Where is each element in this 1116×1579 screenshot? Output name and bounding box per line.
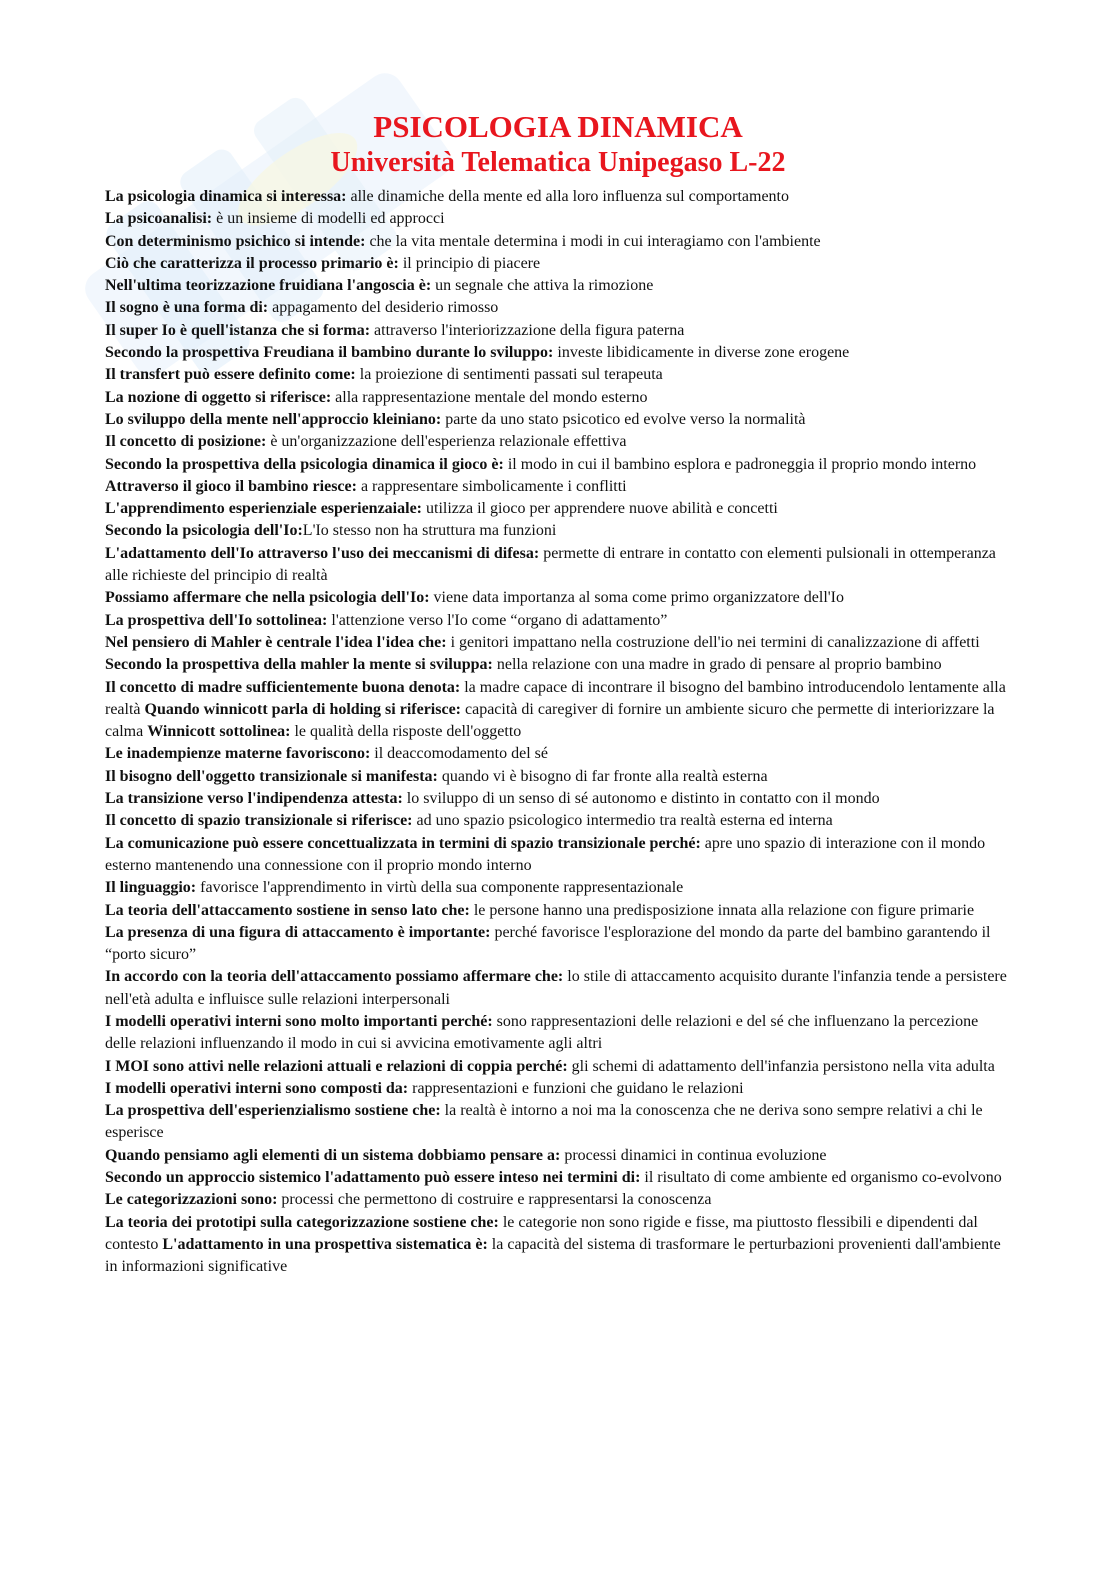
qa-entry (105, 922, 1010, 967)
question-text: Il bisogno dell'oggetto transizionale si manifesta: (105, 767, 438, 785)
question-text: L'adattamento dell'Io attraverso l'uso dei meccanismi di difesa: (105, 544, 540, 562)
question-text: Nell'ultima teorizzazione fruidiana l'angoscia è: (105, 277, 432, 295)
qa-entry (105, 1056, 1010, 1078)
qa-entry (105, 1212, 1010, 1279)
qa-entry (105, 364, 1010, 386)
answer-text: alla rappresentazione mentale del mondo esterno (331, 388, 648, 406)
answer-text: a rappresentare simbolicamente i conflitti (356, 477, 627, 495)
answer-text: è un insieme di modelli ed approcci (212, 210, 445, 228)
question-text: La prospettiva dell'esperienzialismo sostiene che: (105, 1102, 441, 1120)
answer-text: il modo in cui il bambino esplora e padroneggia il proprio mondo interno (503, 455, 977, 473)
question-text: La psicoanalisi: (105, 210, 213, 228)
question-text: I MOI sono attivi nelle relazioni attuali e relazioni di coppia perché: (105, 1057, 568, 1075)
answer-text: la realtà è intorno a noi ma la conoscenza che ne deriva sono sempre relativi a chi le esperisce (105, 1102, 983, 1142)
qa-entry (105, 1167, 1010, 1189)
qa-entry (105, 387, 1010, 409)
qa-entry (105, 1011, 1010, 1056)
question-text: Quando pensiamo agli elementi di un sistema dobbiamo pensare a: (105, 1146, 561, 1164)
answer-text: appagamento del desiderio rimosso (268, 299, 499, 317)
answer-text: processi che permettono di costruire e rappresentarsi la conoscenza (277, 1191, 712, 1209)
question-text: Secondo la prospettiva della mahler la mente si sviluppa: (105, 656, 493, 674)
answer-text: investe libidicamente in diverse zone erogene (553, 344, 850, 362)
question-text: Secondo un approccio sistemico l'adattamento può essere inteso nei termini di: (105, 1169, 641, 1187)
question-text: Lo sviluppo della mente nell'approccio kleiniano: (105, 410, 442, 428)
question-text: Quando winnicott parla di holding si riferisce: (144, 700, 461, 718)
answer-text: favorisce l'apprendimento in virtù della sua componente rappresentazionale (196, 879, 684, 897)
answer-text: un segnale che attiva la rimozione (431, 277, 654, 295)
qa-entry (105, 231, 1010, 253)
answer-text: apre uno spazio di interazione con il mondo esterno mantenendo una connessione con il proprio mondo interno (105, 834, 986, 874)
answer-text: processi dinamici in continua evoluzione (560, 1146, 827, 1164)
answer-text: utilizza il gioco per apprendere nuove abilità e concetti (422, 500, 778, 518)
question-text: La transizione verso l'indipendenza attesta: (105, 790, 403, 808)
qa-entry (105, 610, 1010, 632)
question-text: La nozione di oggetto si riferisce: (105, 388, 332, 406)
title-block (0, 108, 1116, 180)
answer-text: nella relazione con una madre in grado di pensare al proprio bambino (492, 656, 942, 674)
qa-entry (105, 966, 1010, 1011)
qa-entry (105, 743, 1010, 765)
answer-text: i genitori impattano nella costruzione dell'io nei termini di canalizzazione di affetti (446, 633, 980, 651)
qa-entry (105, 208, 1010, 230)
qa-entry (105, 877, 1010, 899)
answer-text: le persone hanno una predisposizione innata alla relazione con figure primarie (469, 901, 975, 919)
qa-entry (105, 253, 1010, 275)
answer-text: gli schemi di adattamento dell'infanzia persistono nella vita adulta (567, 1057, 995, 1075)
qa-entry (105, 498, 1010, 520)
question-text: In accordo con la teoria dell'attaccamento possiamo affermare che: (105, 968, 564, 986)
qa-entry (105, 788, 1010, 810)
question-text: Possiamo affermare che nella psicologia dell'Io: (105, 589, 430, 607)
answer-text: quando vi è bisogno di far fronte alla realtà esterna (437, 767, 768, 785)
qa-entry (105, 900, 1010, 922)
question-text: L'adattamento in una prospettiva sistematica è: (162, 1235, 488, 1253)
answer-text: permette di entrare in contatto con elementi pulsionali in ottemperanza alle richieste del principio di realtà (105, 544, 996, 585)
answer-text: ad uno spazio psicologico intermedio tra realtà esterna ed interna (412, 812, 833, 830)
question-text: Attraverso il gioco il bambino riesce: (105, 477, 357, 495)
question-text: Il concetto di spazio transizionale si riferisce: (105, 812, 413, 830)
qa-entry (105, 1145, 1010, 1167)
question-text: Il super Io è quell'istanza che si forma: (105, 321, 371, 339)
qa-entry (105, 833, 1010, 878)
question-text: Il concetto di posizione: (105, 433, 267, 451)
qa-entry (105, 520, 1010, 542)
question-text: Il transfert può essere definito come: (105, 366, 356, 384)
document-subtitle: Università Telematica Unipegaso L-22 (330, 147, 786, 178)
answer-text: sono rappresentazioni delle relazioni e del sé che influenzano la percezione delle relazioni influenzando il modo in cui si avvicina emotivamente agli altri (105, 1012, 979, 1053)
answer-text: parte da uno stato psicotico ed evolve verso la normalità (441, 410, 806, 428)
answer-text: lo sviluppo di un senso di sé autonomo e distinto in contatto con il mondo (402, 790, 880, 808)
answer-text: perché favorisce l'esplorazione del mondo da parte del bambino garantendo il “porto sicuro” (105, 923, 991, 964)
question-text: La prospettiva dell'Io sottolinea: (105, 611, 328, 629)
qa-entry (105, 810, 1010, 832)
question-text: La teoria dei prototipi sulla categorizzazione sostiene che: (105, 1213, 499, 1231)
answer-text: le categorie non sono rigide e fisse, ma piuttosto flessibili e dipendenti dal contesto (105, 1213, 978, 1253)
answer-text: L'Io stesso non ha struttura ma funzioni (302, 522, 557, 540)
question-text: Secondo la psicologia dell'Io: (105, 522, 303, 540)
answer-text: il principio di piacere (398, 254, 541, 272)
qa-entry (105, 1078, 1010, 1100)
qa-entry (105, 454, 1010, 476)
question-text: La comunicazione può essere concettualizzata in termini di spazio transizionale perché: (105, 834, 701, 852)
document-title: PSICOLOGIA DINAMICA (373, 109, 743, 144)
qa-entry (105, 409, 1010, 431)
question-text: I modelli operativi interni sono molto importanti perché: (105, 1012, 493, 1030)
answer-text: il deaccomodamento del sé (370, 745, 548, 763)
question-text: Il concetto di madre sufficientemente buona denota: (105, 678, 461, 696)
question-text: L'apprendimento esperienziale esperienzaiale: (105, 500, 422, 518)
answer-text: lo stile di attaccamento acquisito durante l'infanzia tende a persistere nell'età adulta e influisce sulle relazioni interpersonali (105, 968, 1007, 1008)
qa-list (105, 186, 1010, 1279)
answer-text: capacità di caregiver di fornire un ambiente sicuro che permette di interiorizzare la calma (105, 700, 995, 741)
question-text: Le inadempienze materne favoriscono: (105, 745, 371, 763)
question-text: La teoria dell'attaccamento sostiene in senso lato che: (105, 901, 470, 919)
question-text: Il linguaggio: (105, 879, 197, 897)
answer-text: attraverso l'interiorizzazione della figura paterna (370, 321, 685, 339)
qa-entry (105, 342, 1010, 364)
answer-text: che la vita mentale determina i modi in cui interagiamo con l'ambiente (365, 232, 821, 250)
qa-entry (105, 320, 1010, 342)
question-text: Nel pensiero di Mahler è centrale l'idea l'idea che: (105, 633, 447, 651)
answer-text: la capacità del sistema di trasformare le perturbazioni provenienti dall'ambiente in informazioni significative (105, 1235, 1001, 1276)
answer-text: alle dinamiche della mente ed alla loro influenza sul comportamento (346, 188, 789, 205)
answer-text: è un'organizzazione dell'esperienza relazionale effettiva (266, 433, 627, 451)
qa-entry (105, 431, 1010, 453)
question-text: Ciò che caratterizza il processo primario è: (105, 254, 399, 272)
qa-entry (105, 766, 1010, 788)
qa-entry (105, 677, 1010, 744)
answer-text: le qualità della risposte dell'oggetto (290, 723, 522, 741)
answer-text: viene data importanza al soma come primo organizzatore dell'Io (429, 589, 844, 607)
question-text: Le categorizzazioni sono: (105, 1191, 278, 1209)
question-text: Il sogno è una forma di: (105, 299, 269, 317)
qa-entry (105, 476, 1010, 498)
question-text: La psicologia dinamica si interessa: (105, 188, 347, 205)
qa-entry (105, 186, 1010, 208)
answer-text: il risultato di come ambiente ed organismo co-evolvono (640, 1169, 1002, 1187)
qa-entry (105, 275, 1010, 297)
qa-entry (105, 297, 1010, 319)
question-text: Secondo la prospettiva della psicologia dinamica il gioco è: (105, 455, 504, 473)
question-text: La presenza di una figura di attaccamento è importante: (105, 923, 491, 941)
qa-entry (105, 654, 1010, 676)
question-text: I modelli operativi interni sono composti da: (105, 1079, 409, 1097)
question-text: Secondo la prospettiva Freudiana il bambino durante lo sviluppo: (105, 344, 554, 362)
answer-text: l'attenzione verso l'Io come “organo di adattamento” (327, 611, 668, 629)
qa-entry (105, 632, 1010, 654)
question-text: Con determinismo psichico si intende: (105, 232, 366, 250)
qa-entry (105, 1189, 1010, 1211)
answer-text: rappresentazioni e funzioni che guidano le relazioni (408, 1079, 744, 1097)
qa-entry (105, 1100, 1010, 1145)
question-text: Winnicott sottolinea: (147, 723, 291, 741)
qa-entry (105, 543, 1010, 588)
answer-text: la proiezione di sentimenti passati sul terapeuta (355, 366, 663, 384)
qa-entry (105, 587, 1010, 609)
answer-text: la madre capace di incontrare il bisogno del bambino introducendolo lentamente alla realtà (105, 678, 1006, 718)
